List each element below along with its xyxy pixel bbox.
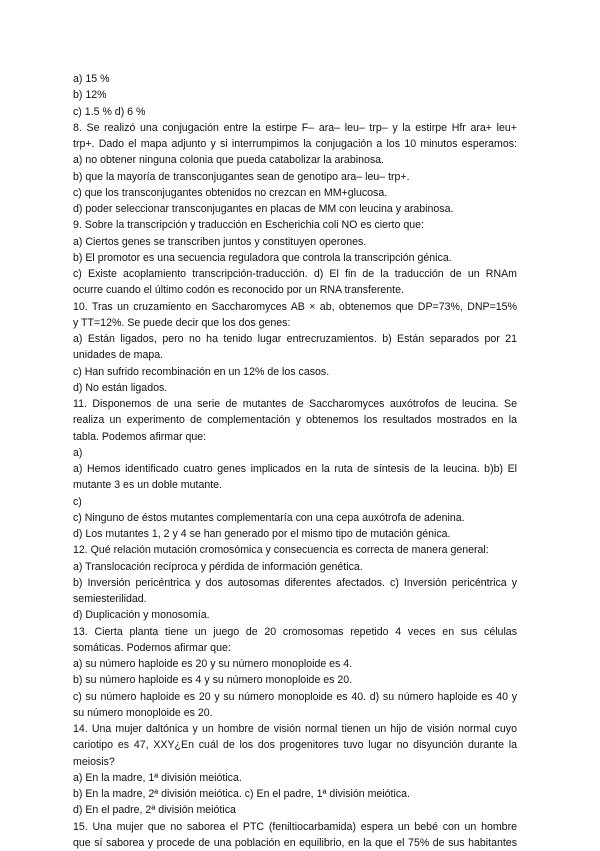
text-line: a) no obtener ninguna colonia que pueda catabolizar la arabinosa. (73, 154, 384, 167)
text-line: c) que los transconjugantes obtenidos no crezcan en MM+glucosa. (73, 186, 388, 199)
text-line: c) 1.5 % d) 6 % (73, 105, 146, 118)
text-line: a) 15 % (73, 73, 110, 85)
text-line: d) Los mutantes 1, 2 y 4 se han generado por el mismo tipo de mutación génica. (73, 528, 451, 540)
text-line: b) su número haploide es 4 y su número monoploide es 20. (73, 674, 353, 687)
text-line: y TT=12%. Se puede decir que los dos genes: (73, 316, 291, 329)
text-line: somáticas. Podemos afirmar que: (73, 641, 231, 654)
text-line: 10. Tras un cruzamiento en Saccharomyces AB × ab, obtenemos que DP=73%, DNP=15% (73, 300, 517, 313)
text-line: c) su número haploide es 20 y su número monoploide es 40. d) su número haploide es 40 y (73, 690, 517, 703)
text-line: unidades de mapa. (73, 349, 164, 362)
text-line: 12. Qué relación mutación cromosómica y consecuencia es correcta de manera general: (73, 544, 489, 557)
text-line: mutante 3 es un doble mutante. (73, 479, 223, 492)
text-line: d) poder seleccionar transconjugantes en placas de MM con leucina y arabinosa. (73, 203, 454, 215)
text-line: d) En el padre, 2ª división meiótica (73, 804, 236, 817)
text-line: tabla. Podemos afirmar que: (73, 430, 207, 443)
text-line: cariotipo es 47, XXY¿En cuál de los dos progenitores tuvo lugar no disyunción durante la (73, 739, 517, 752)
text-line: b) 12% (73, 89, 107, 102)
text-line: a) Están ligados, pero no ha tenido lugar entrecruzamientos. b) Están separados por 21 (73, 333, 517, 345)
text-line: d) No están ligados. (73, 381, 168, 394)
text-line: a) (73, 446, 83, 459)
text-line: a) Hemos identificado cuatro genes implicados en la ruta de síntesis de la leucina. b)b) El (73, 463, 517, 475)
text-line: d) Duplicación y monosomía. (73, 609, 210, 622)
text-line: ocurre cuando el último codón es reconocido por un RNA transferente. (73, 284, 404, 297)
text-line: que sí saborea y procede de una población en equilibrio, en la que el 75% de sus habitantes (73, 836, 517, 849)
text-line: 14. Una mujer daltónica y un hombre de visión normal tienen un hijo de visión normal cuyo (73, 723, 517, 735)
text-line: c) (73, 495, 82, 508)
text-line: a) Translocación recíproca y pérdida de información genética. (73, 560, 363, 573)
text-line: trp+. Dado el mapa adjunto y si interrumpimos la conjugación a los 10 minutos esperamos: (73, 138, 517, 150)
text-line: 8. Se realizó una conjugación entre la estirpe F– ara– leu– trp– y la estirpe Hfr ara+ leu+ (73, 121, 517, 134)
document-page (73, 71, 517, 851)
text-line: 15. Una mujer que no saborea el PTC (feniltiocarbamida) espera un bebé con un hombre (73, 820, 517, 833)
text-line: a) En la madre, 1ª división meiótica. (73, 771, 242, 784)
text-line: su número monoploide es 20. (73, 706, 213, 719)
text-line: 9. Sobre la transcripción y traducción en Escherichia coli NO es cierto que: (73, 219, 424, 232)
text-line: b) que la mayoría de transconjugantes sean de genotipo ara– leu– trp+. (73, 170, 410, 183)
text-line: semiesterilidad. (73, 593, 147, 605)
text-line: b) El promotor es una secuencia reguladora que controla la transcripción génica. (73, 251, 452, 264)
text-line: c) Han sufrido recombinación en un 12% de los casos. (73, 365, 330, 378)
text-line: meiosis? (73, 755, 115, 768)
text-line: c) Ninguno de éstos mutantes complementaría con una cepa auxótrofa de adenina. (73, 511, 465, 524)
text-line: 11. Disponemos de una serie de mutantes de Saccharomyces auxótrofos de leucina. Se (73, 398, 517, 410)
text-line: 13. Cierta planta tiene un juego de 20 cromosomas repetido 4 veces en sus células (73, 625, 517, 638)
text-line: a) su número haploide es 20 y su número monoploide es 4. (73, 658, 353, 670)
text-line: c) Existe acoplamiento transcripción-traducción. d) El fin de la traducción de un RNAm (73, 268, 517, 280)
text-line: a) Ciertos genes se transcriben juntos y constituyen operones. (73, 235, 367, 248)
text-line: realiza un experimento de complementación y obtenemos los resultados mostrados en la (73, 414, 517, 427)
text-line: b) En la madre, 2ª división meiótica. c) En el padre, 1ª división meiótica. (73, 788, 410, 800)
text-line: b) Inversión pericéntrica y dos autosomas diferentes afectados. c) Inversión pericéntrica y (73, 576, 517, 589)
